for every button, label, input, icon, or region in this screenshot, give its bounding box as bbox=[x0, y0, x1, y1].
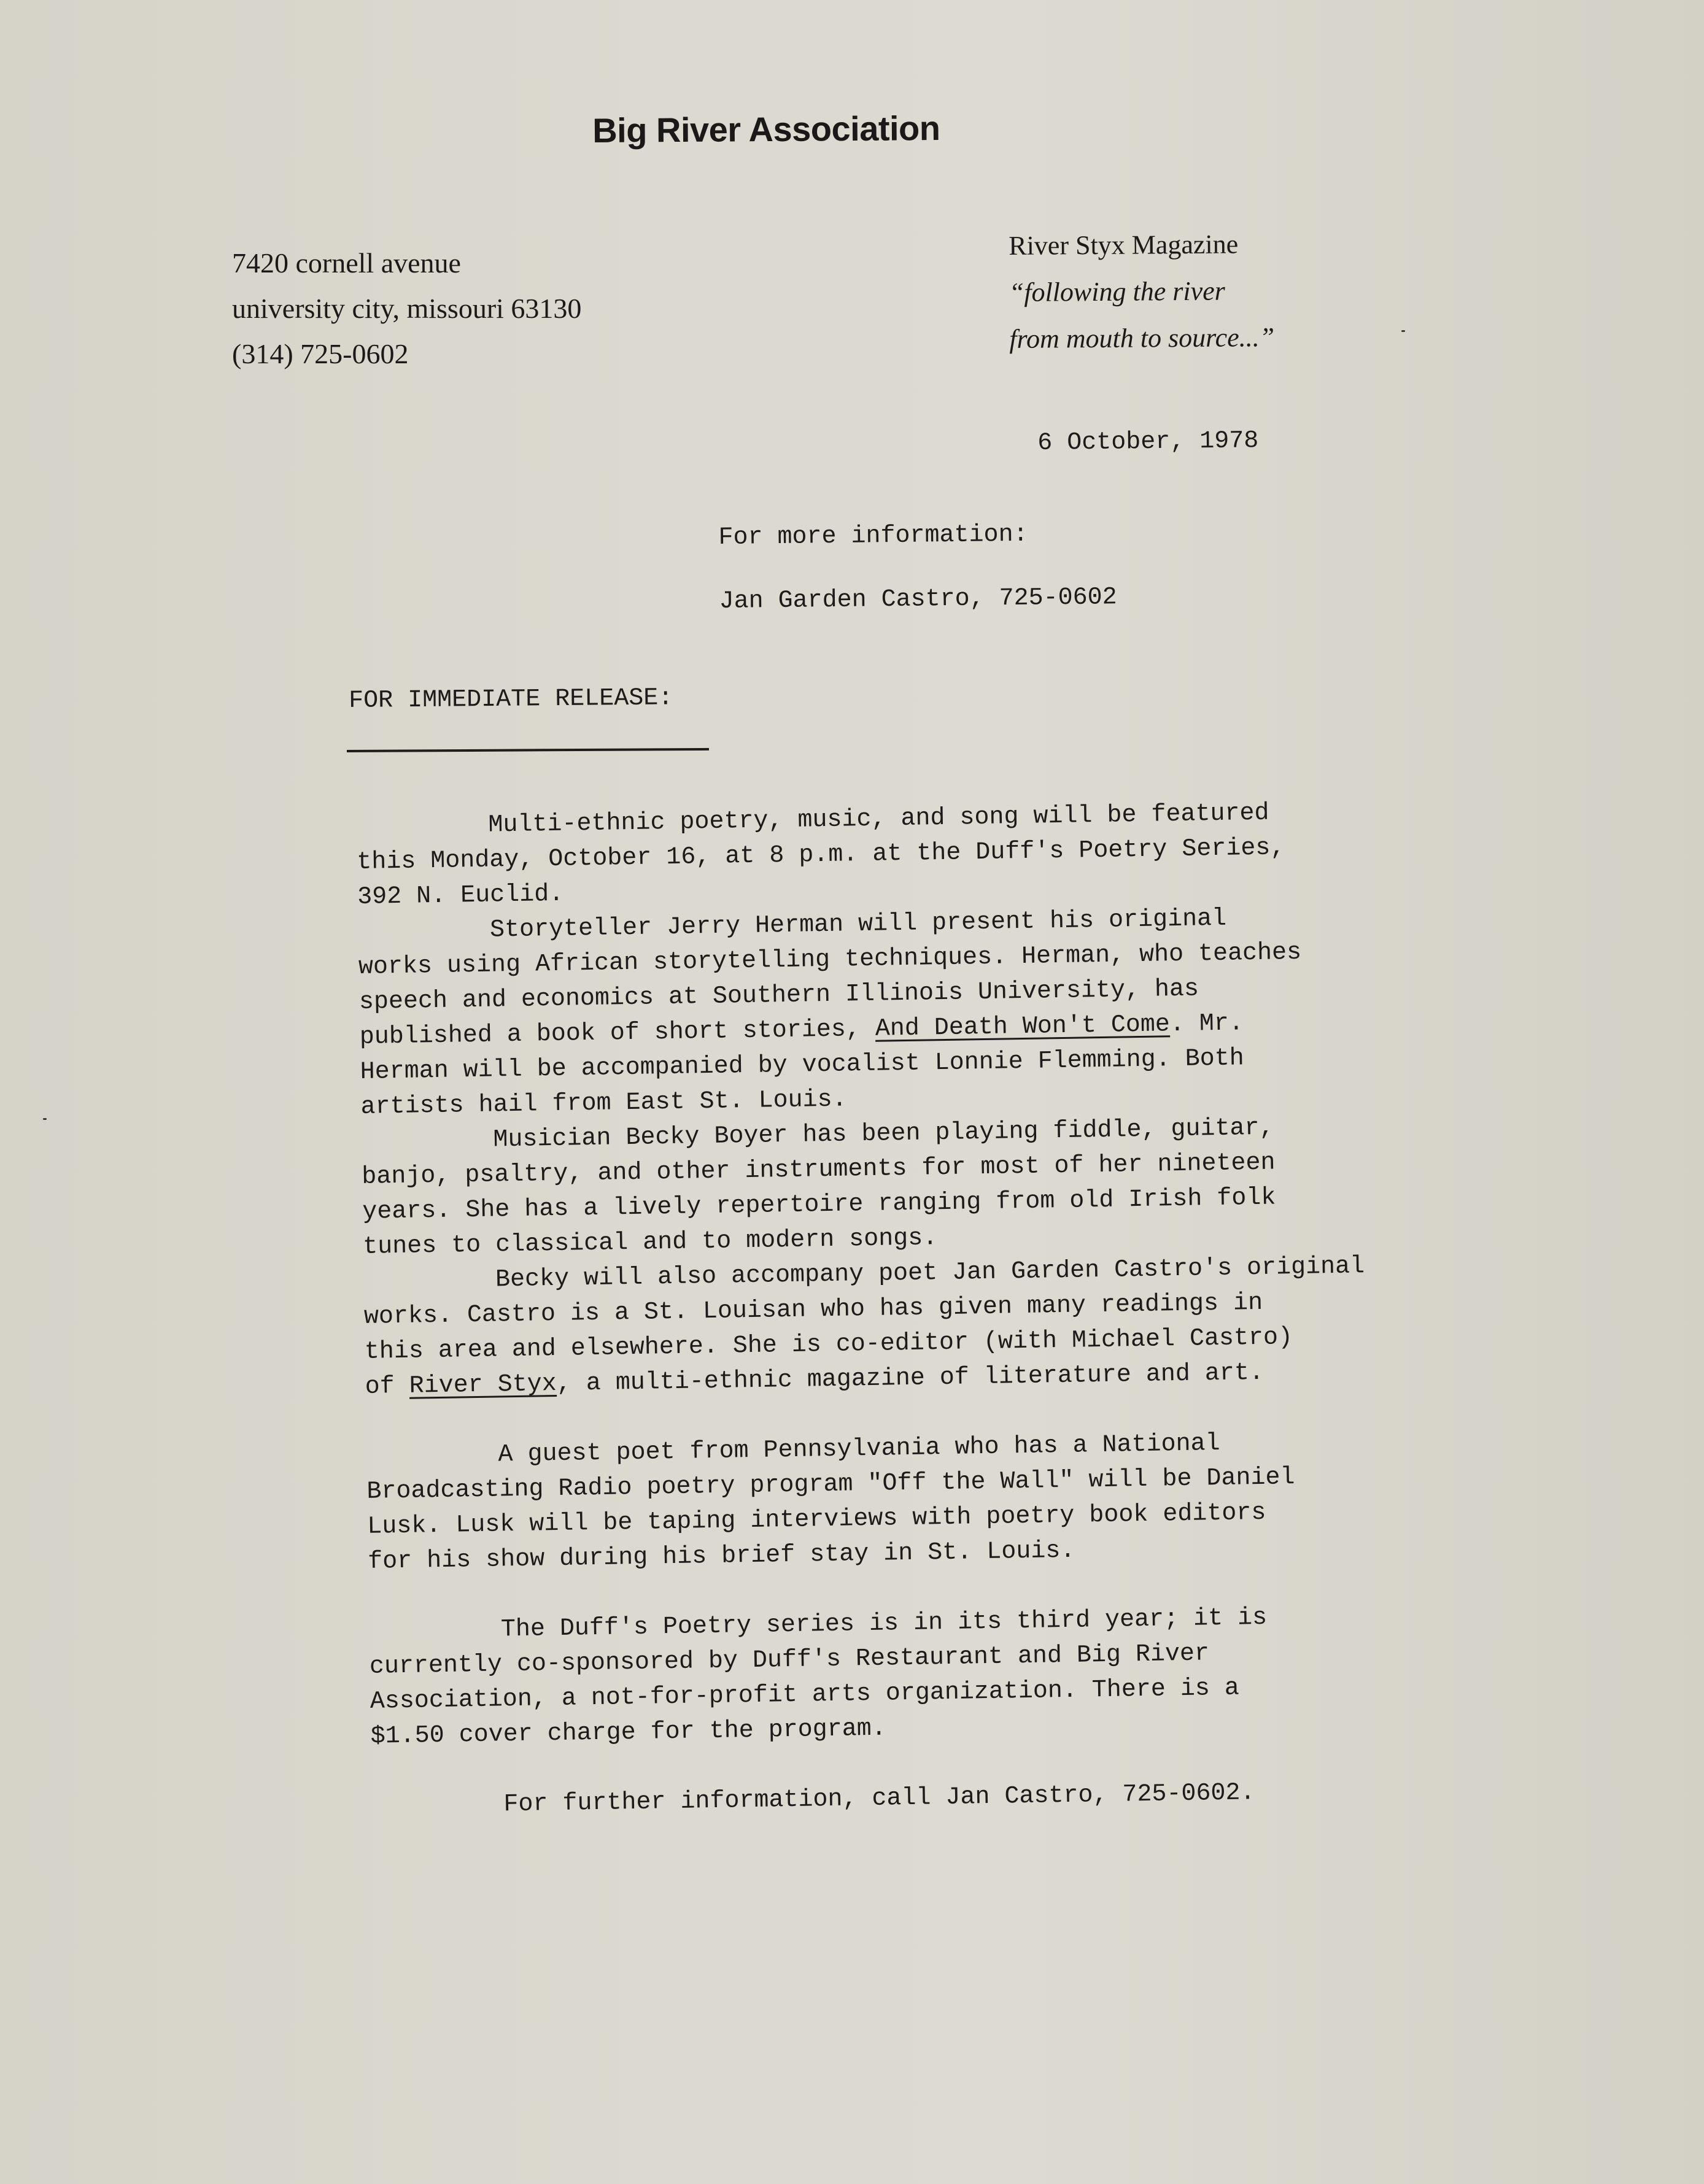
p6-line: currently co-sponsored by Duff's Restaurant and Big River bbox=[369, 1640, 1210, 1681]
p2-line: speech and economics at Southern Illinois University, has bbox=[358, 975, 1199, 1016]
p5-line: Lusk. Lusk will be taping interviews with poetry book editors bbox=[367, 1499, 1266, 1541]
book-title: And Death Won't Come bbox=[875, 1011, 1171, 1043]
paper-speck bbox=[1401, 330, 1405, 332]
magazine-tagline-line1: “following the river bbox=[1009, 276, 1225, 307]
paper-speck bbox=[43, 1118, 47, 1120]
address-street: 7420 cornell avenue bbox=[232, 247, 461, 279]
release-body bbox=[356, 792, 1551, 1824]
p4-line: Becky will also accompany poet Jan Garden Castro's original bbox=[495, 1252, 1365, 1294]
p4-text-pre: of bbox=[365, 1372, 410, 1401]
p4-text-post: , a multi-ethnic magazine of literature and art. bbox=[556, 1359, 1264, 1398]
p4-line: this area and elsewhere. She is co-editor (with Michael Castro) bbox=[364, 1324, 1293, 1366]
address-block bbox=[232, 241, 581, 377]
p1-line: this Monday, October 16, at 8 p.m. at the Duff's Poetry Series, bbox=[356, 834, 1285, 876]
magazine-block bbox=[1009, 221, 1274, 363]
p2-line: Storyteller Jerry Herman will present his original bbox=[489, 905, 1227, 944]
p3-line: banjo, psaltry, and other instruments for most of her nineteen bbox=[362, 1149, 1276, 1191]
p5-line: Broadcasting Radio poetry program "Off the Wall" will be Daniel bbox=[366, 1464, 1295, 1506]
p2-line: works using African storytelling techniques. Herman, who teaches bbox=[358, 938, 1302, 981]
p1-line: 392 N. Euclid. bbox=[357, 880, 564, 911]
magazine-name: River Styx Magazine bbox=[1009, 229, 1239, 261]
closing-line: For further information, call Jan Castro, 725-0602. bbox=[503, 1779, 1255, 1819]
p6-line: $1.50 cover charge for the program. bbox=[370, 1715, 887, 1751]
magazine-tagline-line2: from mouth to source...” bbox=[1009, 322, 1275, 354]
p3-line: tunes to classical and to modern songs. bbox=[362, 1224, 938, 1261]
release-underline-divider bbox=[347, 748, 709, 752]
contact-name-phone: Jan Garden Castro, 725-0602 bbox=[719, 584, 1117, 615]
release-heading: FOR IMMEDIATE RELEASE: bbox=[349, 684, 673, 715]
p2-line: artists hail from East St. Louis. bbox=[360, 1086, 848, 1121]
p5-line: A guest poet from Pennsylvania who has a National bbox=[498, 1430, 1220, 1469]
address-phone: (314) 725-0602 bbox=[232, 338, 409, 369]
address-city: university city, missouri 63130 bbox=[232, 293, 582, 324]
magazine-title: River Styx bbox=[409, 1370, 557, 1400]
contact-label: For more information: bbox=[718, 520, 1028, 552]
p3-line: years. She has a lively repertoire ranging from old Irish folk bbox=[362, 1184, 1276, 1226]
p6-line: Association, a not-for-profit arts organization. There is a bbox=[370, 1674, 1240, 1716]
p4-line: works. Castro is a St. Louisan who has given many readings in bbox=[363, 1289, 1263, 1331]
p2-text-post: . Mr. bbox=[1169, 1009, 1244, 1039]
contact-block bbox=[718, 502, 1117, 634]
organization-title: Big River Association bbox=[592, 109, 940, 150]
p6-line: The Duff's Poetry series is in its third year; it is bbox=[500, 1603, 1268, 1644]
letter-date: 6 October, 1978 bbox=[1037, 427, 1259, 457]
p2-text-pre: published a book of short stories, bbox=[359, 1015, 876, 1051]
p1-line: Multi-ethnic poetry, music, and song will be featured bbox=[488, 799, 1269, 839]
p5-line: for his show during his brief stay in St. Louis. bbox=[367, 1537, 1075, 1576]
p2-line: Herman will be accompanied by vocalist Lonnie Flemming. Both bbox=[360, 1044, 1245, 1086]
p3-line: Musician Becky Boyer has been playing fiddle, guitar, bbox=[493, 1114, 1274, 1154]
